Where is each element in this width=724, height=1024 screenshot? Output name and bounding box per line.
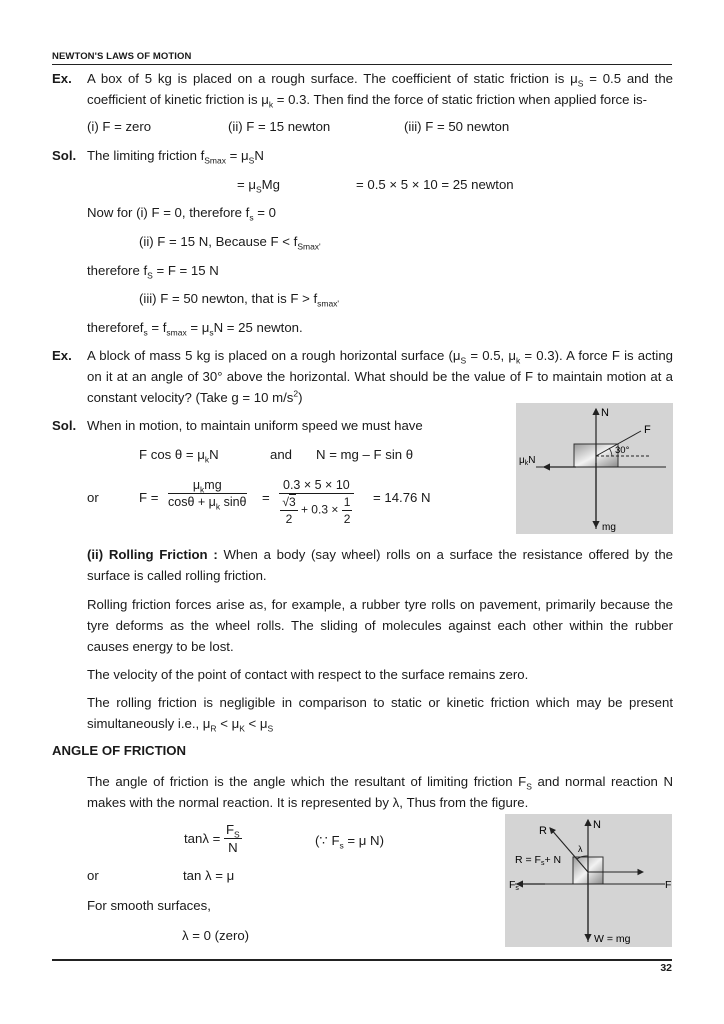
angle-of-friction-diagram	[505, 814, 672, 947]
sol1-line4: (ii) F = 15 N, Because $F < f_{Smax'}$	[139, 234, 321, 252]
example-1-text: A box of 5 kg is placed on a rough surface. The coefficient of static friction is $\mu_S = 0.5$ and the coefficient of kinetic friction is $\mu_k = 0.3$. Then find the force of static friction when applied force is-	[87, 71, 673, 110]
running-header: NEWTON'S LAWS OF MOTION	[52, 51, 192, 62]
svg-text:N: N	[593, 819, 601, 831]
svg-text:F: F	[644, 424, 651, 436]
sol1-line2a: = $\mu_SMg$	[237, 177, 280, 195]
solution-label: Sol.	[52, 418, 77, 433]
rolling-friction-comparison: The rolling friction is negligible in comparison to static or kinetic friction which may be present simultaneously i.e., $\mu_R < \mu_K < \mu_S$	[87, 695, 673, 734]
svg-text:W = mg: W = mg	[594, 933, 631, 945]
sol1-line5: therefore $f_S = F = 15$ N	[87, 263, 219, 281]
example-2-text: A block of mass 5 kg is placed on a rough horizontal surface ($\mu_S = 0.5$, $\mu_k = 0.3$). A force F is acting on it at an angle of 30° above the horizontal. What should be the value of F to maintain motion at a constant velocity? (Take g = 10 $m/s^2$)	[87, 348, 673, 405]
svg-text:F: F	[665, 879, 672, 891]
sol2-or: or	[87, 490, 99, 505]
solution-label: Sol.	[52, 148, 77, 163]
aof-or: or	[87, 868, 99, 883]
header-rule	[52, 64, 672, 65]
force-diagram-svg	[516, 403, 673, 534]
page-number: 32	[660, 962, 672, 974]
rolling-friction-definition: (ii) Rolling Friction : When a body (say wheel) rolls on a surface the resistance offered by the surface is called rolling friction.	[87, 547, 673, 583]
tan-lambda-mu: tan λ = μ	[183, 868, 235, 883]
force-diagram-inclined-pull	[516, 403, 673, 534]
sol2-eq1a: F $\cos \theta = \mu_kN$	[139, 447, 219, 465]
sol2-line1: When in motion, to maintain uniform speed we must have	[87, 418, 423, 433]
smooth-surfaces-text: For smooth surfaces,	[87, 898, 211, 913]
svg-text:mg: mg	[602, 522, 616, 533]
lambda-zero: λ = 0 (zero)	[182, 928, 250, 943]
example-label: Ex.	[52, 348, 72, 363]
svg-text:μkN: $\mu_kN$	[519, 455, 536, 467]
section-heading-angle-of-friction: ANGLE OF FRICTION	[52, 743, 187, 758]
sol2-equals: =	[262, 490, 270, 505]
option-iii: (iii) F = 50 newton	[404, 119, 510, 134]
fraction-numeric: 0.3 × 5 × 10 $\frac{√3}{2}$ + 0.3 × $\frac{1}{2}$	[279, 478, 354, 526]
rolling-friction-contact-velocity: The velocity of the point of contact with respect to the surface remains zero.	[87, 667, 529, 682]
tan-lambda-equation: tanλ = $\frac{F_S}{N}$	[184, 822, 240, 855]
svg-text:N: N	[601, 407, 609, 419]
sol1-line6: (iii) F = 50 newton, that is $F > f_{smax'}$	[139, 291, 340, 309]
sol2-and: and	[270, 447, 293, 462]
because-note: (∵ $F_s = \mu$ N)	[315, 833, 384, 851]
svg-text:30°: 30°	[615, 445, 630, 456]
angle-of-friction-definition: The angle of friction is the angle which the resultant of limiting friction $F_S$ and normal reaction N makes with the normal reaction. It is represented by λ, Thus from the figure.	[87, 774, 673, 810]
rolling-friction-explanation: Rolling friction forces arise as, for example, a rubber tyre rolls on pavement, primarily because the tyre deforms as the wheel rolls. The sliding of molecules against each other within the rubber causes energy to be lost.	[87, 597, 673, 654]
svg-text:R: R	[539, 825, 547, 837]
example-label: Ex.	[52, 71, 72, 86]
footer-rule	[52, 959, 672, 961]
sol1-line3: Now for (i) F = 0, therefore $f_s = 0$	[87, 205, 276, 223]
option-ii: (ii) F = 15 newton	[228, 119, 331, 134]
sol2-result: = 14.76 N	[373, 490, 431, 505]
angle-of-friction-svg	[505, 814, 672, 947]
option-i: (i) F = zero	[87, 119, 152, 134]
fraction-mu-mg: $\frac{\mu_kmg}{\cos\theta + \mu_k \sin\theta}$	[168, 478, 247, 512]
svg-text:Fs: Fs	[509, 879, 519, 892]
sol1-line1: The limiting friction $f_{Smax} = \mu_SN$	[87, 148, 264, 166]
rolling-friction-heading: (ii) Rolling Friction :	[87, 547, 218, 562]
sol1-line2b: = 0.5 × 5 × 10 = 25 newton	[356, 177, 514, 192]
svg-text:λ: λ	[578, 844, 583, 854]
sol2-eq1b: N = mg – F sin θ	[316, 447, 414, 462]
sol2-F-eq: F =	[139, 490, 159, 505]
svg-text:R = Fs+ N: R = Fs+ N	[515, 854, 562, 867]
sol1-line7: thereforef$_s$ = $f_{smax} = \mu_sN = 25$ newton.	[87, 320, 303, 338]
